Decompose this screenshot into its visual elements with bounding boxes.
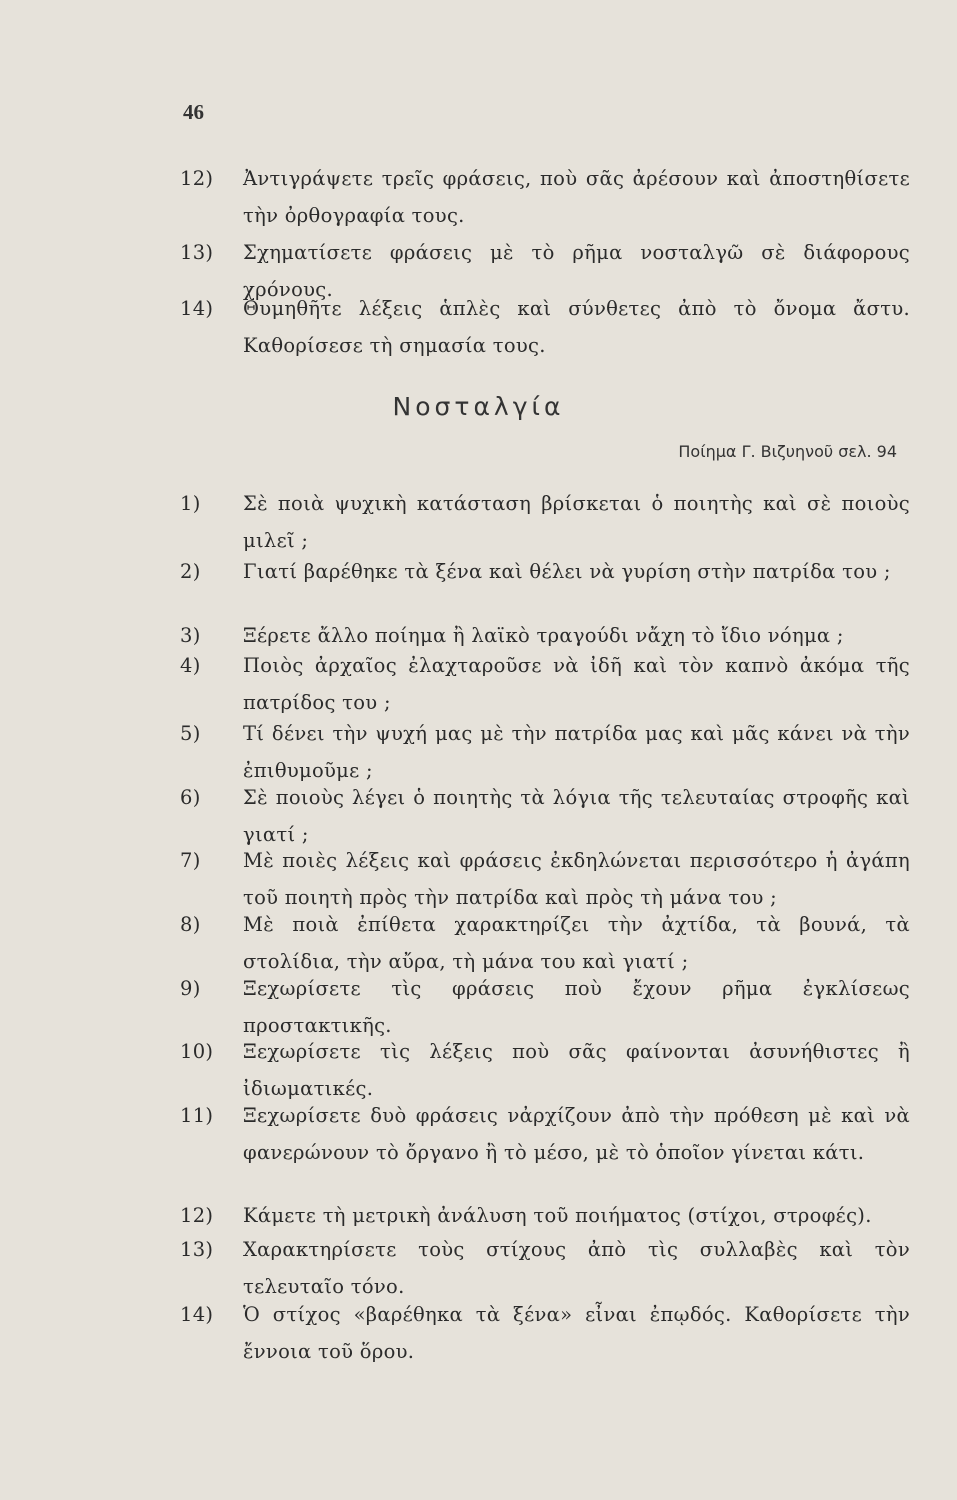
question-1 bbox=[180, 485, 910, 559]
question-text: Σχηματίσετε φράσεις μὲ τὸ ρῆμα νοσταλγῶ σὲ διάφορους χρόνους. bbox=[243, 241, 910, 301]
question-number: 10) bbox=[180, 1040, 214, 1063]
question-number: 2) bbox=[180, 560, 201, 583]
question-text: Χαρακτηρίσετε τοὺς στίχους ἀπὸ τὶς συλλαβὲς καὶ τὸν τελευταῖο τόνο. bbox=[243, 1238, 910, 1298]
question-number: 12) bbox=[180, 1204, 214, 1227]
question-7 bbox=[180, 842, 910, 916]
question-10 bbox=[180, 1033, 910, 1107]
page-number: 46 bbox=[183, 100, 204, 124]
question-number: 13) bbox=[180, 1238, 214, 1261]
question-5 bbox=[180, 715, 910, 789]
question-number: 8) bbox=[180, 913, 201, 936]
question-number: 7) bbox=[180, 849, 201, 872]
section-title: Νοσταλγία bbox=[392, 392, 565, 421]
prev-question-12 bbox=[180, 160, 910, 234]
question-text: Ποιὸς ἀρχαῖος ἐλαχταροῦσε νὰ ἰδῆ καὶ τὸν καπνὸ ἀκόμα τῆς πατρίδος του ; bbox=[243, 654, 910, 714]
question-text: Μὲ ποιὰ ἐπίθετα χαρακτηρίζει τὴν ἀχτίδα, τὰ βουνά, τὰ στολίδια, τὴν αὔρα, τὴ μάνα του καὶ γιατί ; bbox=[243, 913, 910, 973]
question-number: 11) bbox=[180, 1104, 214, 1127]
question-4 bbox=[180, 647, 910, 721]
question-text: Σὲ ποιοὺς λέγει ὁ ποιητὴς τὰ λόγια τῆς τελευταίας στροφῆς καὶ γιατί ; bbox=[243, 786, 910, 846]
question-number: 4) bbox=[180, 654, 201, 677]
question-text: Μὲ ποιὲς λέξεις καὶ φράσεις ἐκδηλώνεται περισσότερο ἡ ἀγάπη τοῦ ποιητὴ πρὸς τὴν πατρίδα καὶ πρὸς τὴ μάνα του ; bbox=[243, 849, 910, 909]
question-number: 14) bbox=[180, 1303, 214, 1326]
question-number: 9) bbox=[180, 977, 201, 1000]
question-13 bbox=[180, 1231, 910, 1305]
question-text: Τί δένει τὴν ψυχή μας μὲ τὴν πατρίδα μας καὶ μᾶς κάνει νὰ τὴν ἐπιθυμοῦμε ; bbox=[243, 722, 910, 782]
prev-question-14 bbox=[180, 290, 910, 364]
question-text: Θυμηθῆτε λέξεις ἁπλὲς καὶ σύνθετες ἀπὸ τὸ ὄνομα ἄστυ. Καθορίσεσε τὴ σημασία τους. bbox=[243, 297, 910, 357]
question-number: 1) bbox=[180, 492, 201, 515]
question-text: Ἀντιγράψετε τρεῖς φράσεις, ποὺ σᾶς ἀρέσουν καὶ ἀποστηθίσετε τὴν ὀρθογραφία τους. bbox=[243, 167, 910, 227]
question-text: Ὁ στίχος «βαρέθηκα τὰ ξένα» εἶναι ἐπῳδός. Καθορίσετε τὴν ἔννοια τοῦ ὅρου. bbox=[243, 1303, 910, 1363]
question-8 bbox=[180, 906, 910, 980]
question-number: 13) bbox=[180, 241, 214, 264]
question-text: Κάμετε τὴ μετρικὴ ἀνάλυση τοῦ ποιήματος (στίχοι, στροφές). bbox=[243, 1204, 872, 1227]
question-text: Σὲ ποιὰ ψυχικὴ κατάσταση βρίσκεται ὁ ποιητὴς καὶ σὲ ποιοὺς μιλεῖ ; bbox=[243, 492, 910, 552]
question-2 bbox=[180, 553, 910, 590]
question-text: Ξέρετε ἄλλο ποίημα ἢ λαϊκὸ τραγούδι νἄχη τὸ ἴδιο νόημα ; bbox=[243, 624, 844, 647]
question-12 bbox=[180, 1197, 910, 1234]
question-number: 12) bbox=[180, 167, 214, 190]
question-number: 3) bbox=[180, 624, 201, 647]
question-text: Ξεχωρίσετε τὶς φράσεις ποὺ ἔχουν ρῆμα ἐγκλίσεως προστακτικῆς. bbox=[243, 977, 910, 1037]
question-14 bbox=[180, 1296, 910, 1370]
poem-reference: Ποίημα Γ. Βιζυηνοῦ σελ. 94 bbox=[678, 442, 897, 461]
question-number: 14) bbox=[180, 297, 214, 320]
question-text: Ξεχωρίσετε δυὸ φράσεις νἀρχίζουν ἀπὸ τὴν πρόθεση μὲ καὶ νὰ φανερώνουν τὸ ὄργανο ἢ τὸ μέσο, μὲ τὸ ὁποῖον γίνεται κάτι. bbox=[243, 1104, 910, 1164]
question-11 bbox=[180, 1097, 910, 1171]
question-number: 5) bbox=[180, 722, 201, 745]
question-number: 6) bbox=[180, 786, 201, 809]
question-text: Ξεχωρίσετε τὶς λέξεις ποὺ σᾶς φαίνονται ἀσυνήθιστες ἢ ἰδιωματικές. bbox=[243, 1040, 910, 1100]
question-text: Γιατί βαρέθηκε τὰ ξένα καὶ θέλει νὰ γυρίση στὴν πατρίδα του ; bbox=[243, 560, 891, 583]
